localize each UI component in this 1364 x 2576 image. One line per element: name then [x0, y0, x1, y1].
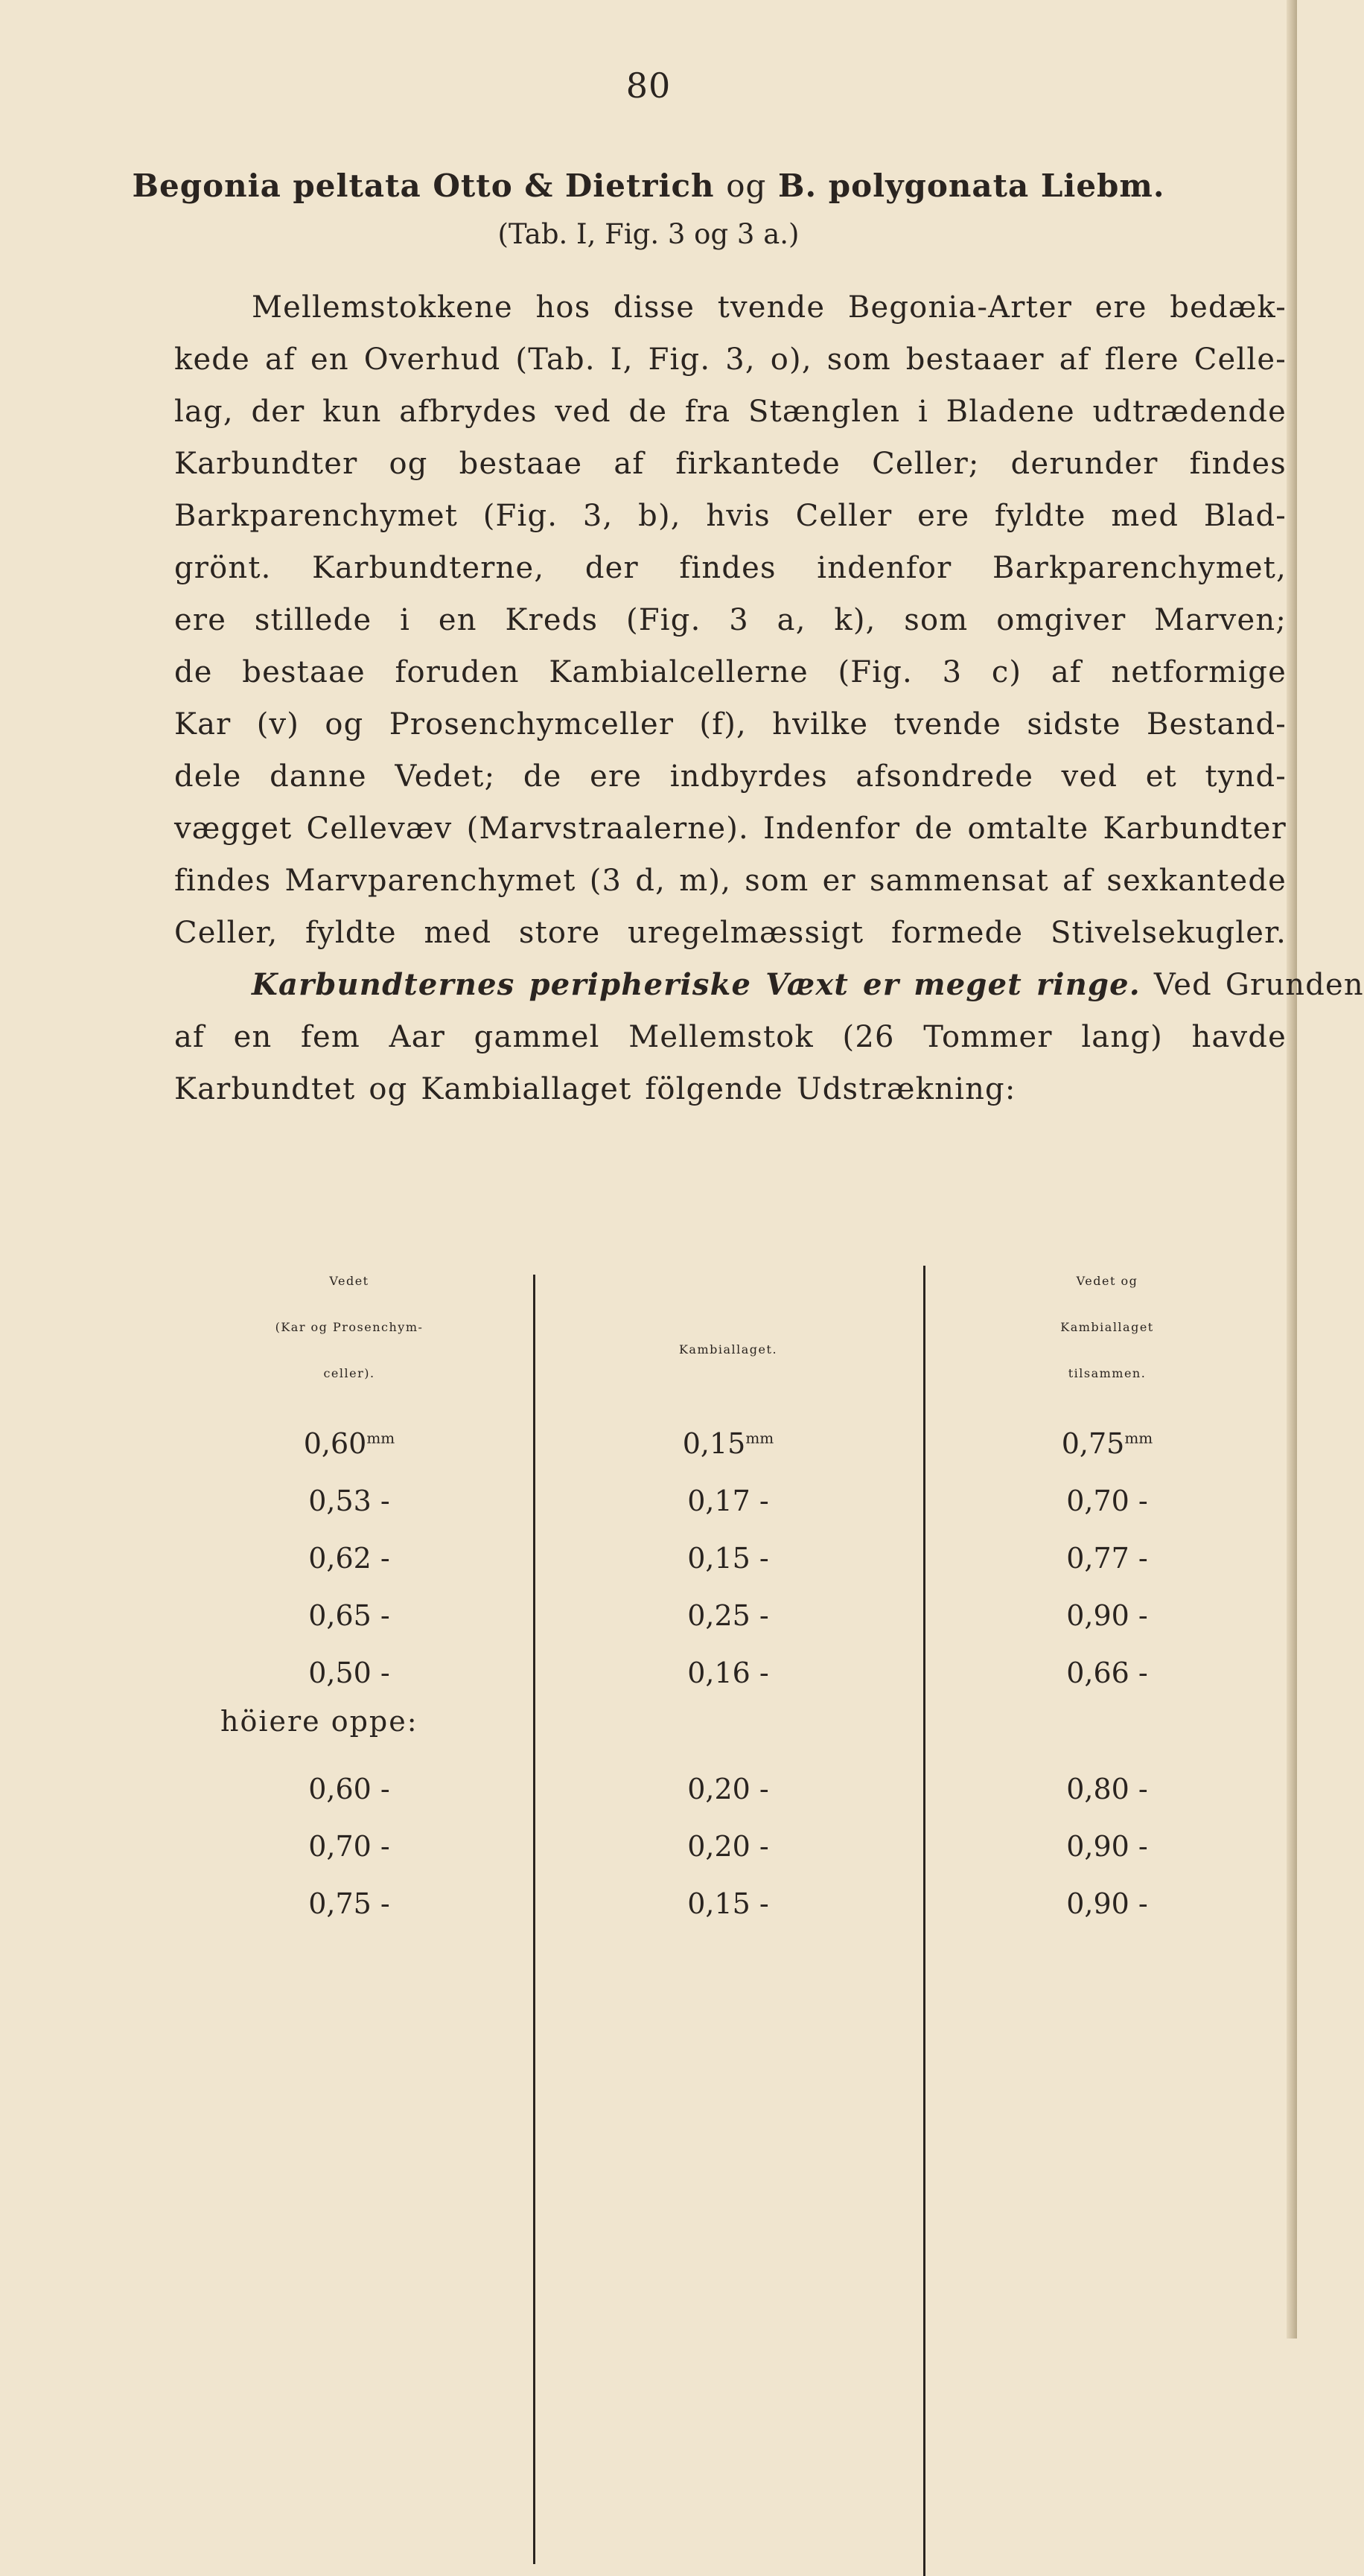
- table-cell: 0,50 -: [308, 1657, 390, 1689]
- title-part-2: B. polygonata Liebm.: [778, 168, 1165, 204]
- table-cell: $0,15^{mm}$: [682, 1427, 774, 1460]
- figure-reference: (Tab. I, Fig. 3 og 3 a.): [497, 218, 800, 250]
- table-cell: 0,70 -: [1066, 1485, 1148, 1517]
- table-cell: 0,70 -: [308, 1830, 390, 1863]
- unit-label: mm: [1124, 1429, 1153, 1447]
- table-cell: 0,90 -: [1066, 1599, 1148, 1632]
- table-row: [0, 1476, 1297, 1525]
- column-header-wood-line-1: Vedet: [329, 1274, 369, 1288]
- text-line: de bestaae foruden Kambialcellerne (Fig. 3 c) af netformige: [174, 655, 1287, 689]
- column-header-total-line-3: tilsammen.: [1068, 1366, 1147, 1380]
- column-header-wood-line-3: celler).: [323, 1366, 375, 1380]
- text-line: Karbundtet og Kambiallaget fölgende Udstrækning:: [174, 1072, 1016, 1106]
- table-cell: 0,17 -: [687, 1485, 769, 1517]
- text-line: Celler, fyldte med store uregelmæssigt formede Stivelsekugler.: [174, 916, 1287, 950]
- table-cell: $0,75^{mm}$: [1061, 1427, 1153, 1460]
- table-cell: 0,16 -: [687, 1657, 769, 1689]
- table-cell: 0,62 -: [308, 1542, 390, 1575]
- table-cell: 0,90 -: [1066, 1887, 1148, 1920]
- italic-line-rest: Ved Grunden: [1153, 968, 1364, 1002]
- table-cell: 0,20 -: [687, 1773, 769, 1805]
- column-header-total-line-1: Vedet og: [1076, 1274, 1138, 1288]
- text-line: grönt. Karbundterne, der findes indenfor Barkparenchymet,: [174, 551, 1287, 585]
- text-line: dele danne Vedet; de ere indbyrdes afsondrede ved et tynd-: [174, 759, 1287, 794]
- table-cell: 0,25 -: [687, 1599, 769, 1632]
- text-line: lag, der kun afbrydes ved de fra Stænglen i Bladene udtrædende: [174, 395, 1287, 429]
- table-cell: 0,77 -: [1066, 1542, 1148, 1575]
- column-header-cambium-label: Kambiallaget.: [678, 1342, 778, 1356]
- text-line: Mellemstokkene hos disse tvende Begonia-Arter ere bedæk-: [252, 290, 1287, 325]
- table-row: [0, 1419, 1297, 1468]
- table-cell: 0,15 -: [687, 1542, 769, 1575]
- table-subheading: höiere oppe:: [220, 1705, 418, 1738]
- table-row: [0, 1591, 1297, 1640]
- text-line: vægget Cellevæv (Marvstraalerne). Indenfor de omtalte Karbundter: [174, 812, 1287, 846]
- table-cell: 0,20 -: [687, 1830, 769, 1863]
- table-cell: 0,66 -: [1066, 1657, 1148, 1689]
- page-number: 80: [625, 66, 672, 106]
- table-cell: 0,75 -: [308, 1887, 390, 1920]
- text-line: Barkparenchymet (Fig. 3, b), hvis Celler ere fyldte med Blad-: [174, 499, 1287, 533]
- column-header-cambium: [542, 1327, 914, 1373]
- italic-phrase: Karbundternes peripheriske Væxt er meget ringe.: [252, 967, 1141, 1002]
- text-line: ere stillede i en Kreds (Fig. 3 a, k), som omgiver Marven;: [174, 603, 1287, 637]
- text-line: kede af en Overhud (Tab. I, Fig. 3, o), som bestaaer af flere Celle-: [174, 342, 1287, 377]
- unit-label: mm: [366, 1429, 395, 1447]
- body-paragraph: [174, 281, 1364, 1115]
- page-title: [0, 168, 1297, 204]
- column-header-wood-line-2: (Kar og Prosenchym-: [275, 1320, 424, 1334]
- text-line: af en fem Aar gammel Mellemstok (26 Tommer lang) havde: [174, 1020, 1287, 1054]
- table-cell: 0,15 -: [687, 1887, 769, 1920]
- table-cell: 0,65 -: [308, 1599, 390, 1632]
- table-row: [0, 1764, 1297, 1814]
- table-row: [0, 1534, 1297, 1583]
- table-cell: 0,80 -: [1066, 1773, 1148, 1805]
- column-header-wood: [174, 1258, 524, 1397]
- table-cell: 0,90 -: [1066, 1830, 1148, 1863]
- text-line: Kar (v) og Prosenchymceller (f), hvilke tvende sidste Bestand-: [174, 707, 1287, 742]
- title-conjunction: og: [726, 168, 767, 204]
- table-row: [0, 1879, 1297, 1928]
- unit-label: mm: [745, 1429, 774, 1447]
- table-row: [0, 1822, 1297, 1871]
- title-part-1: Begonia peltata Otto & Dietrich: [132, 168, 715, 204]
- column-header-total-line-2: Kambiallaget: [1060, 1320, 1154, 1334]
- table-cell: $0,60^{mm}$: [303, 1427, 395, 1460]
- text-line-italic: [174, 959, 1364, 1011]
- text-line: Karbundter og bestaae af firkantede Celler; derunder findes: [174, 447, 1287, 481]
- page-edge: [1287, 0, 1297, 2339]
- table-cell: 0,60 -: [308, 1773, 390, 1805]
- table-cell: 0,53 -: [308, 1485, 390, 1517]
- text-line: findes Marvparenchymet (3 d, m), som er sammensat af sexkantede: [174, 864, 1287, 898]
- table-row: [0, 1648, 1297, 1697]
- column-header-total: [932, 1258, 1282, 1397]
